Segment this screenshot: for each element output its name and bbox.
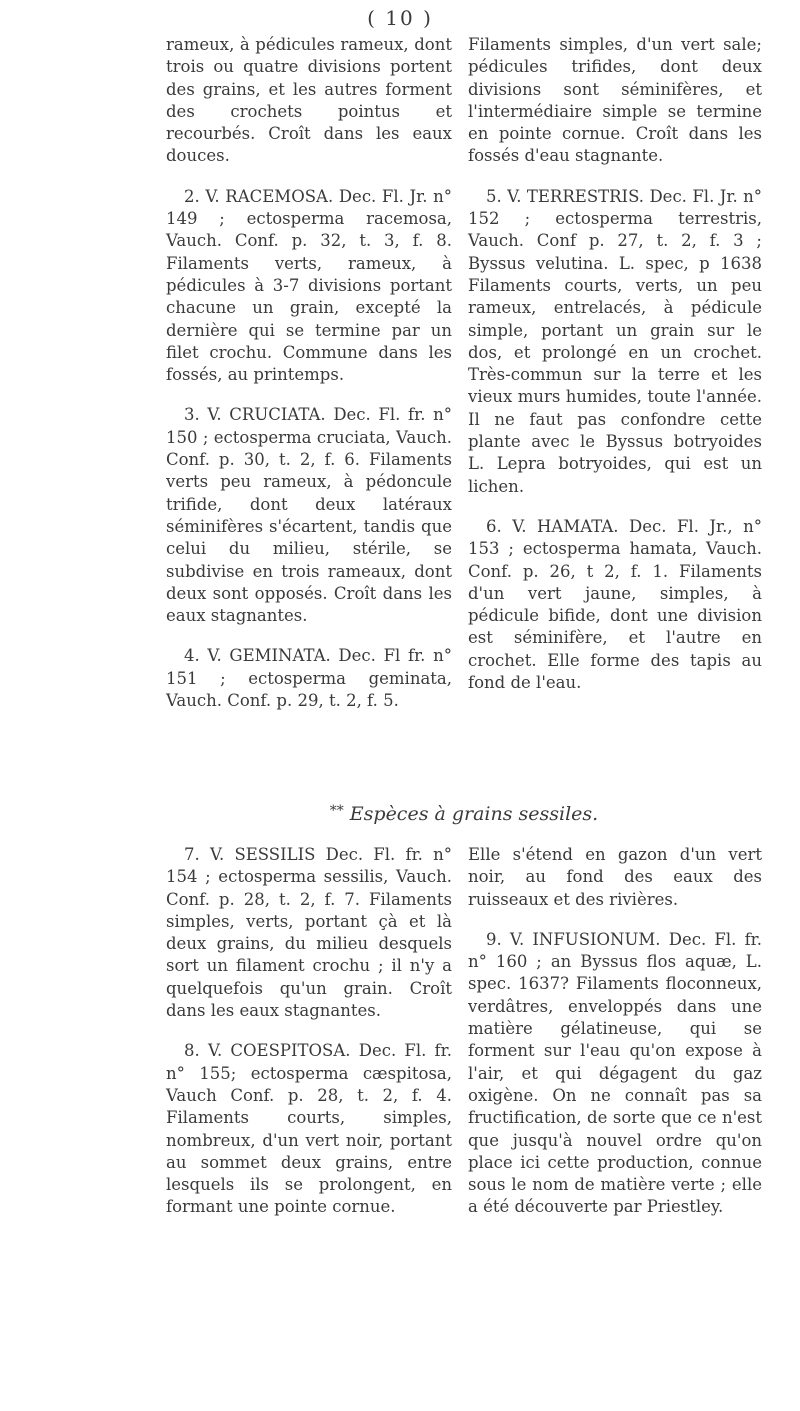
column-left-top	[166, 34, 452, 712]
paragraph-geminata-description: Filaments simples, d'un vert sale; pédicules trifides, dont deux divisions sont séminifères, et l'intermédiaire simple se termine en pointe cornue. Croît dans les fossés d'eau stagnante.	[468, 35, 762, 166]
column-right-top	[468, 34, 762, 694]
entry-racemosa: 2. V. RACEMOSA. Dec. Fl. Jr. n° 149 ; ectosperma racemosa, Vauch. Conf. p. 32, t. 3, f. 8. Filaments verts, rameux, à pédicules à 3-7 divisions portant chacune un grain, excepté la dernière qui se termine par un filet crochu. Commune dans les fossés, au printemps.	[166, 186, 452, 385]
section-heading-stars: **	[329, 803, 344, 819]
page-number: ( 10 )	[367, 6, 433, 30]
column-left-bottom	[166, 844, 452, 1219]
section-heading	[166, 803, 762, 825]
paragraph-coespitosa-description: Elle s'étend en gazon d'un vert noir, au fond des eaux des ruisseaux et des rivières.	[468, 845, 762, 909]
entry-sessilis: 7. V. SESSILIS Dec. Fl. fr. n° 154 ; ectosperma sessilis, Vauch. Conf. p. 28, t. 2, f. 7. Filaments simples, verts, portant çà et là deux grains, du milieu desquels sort un filament crochu ; il n'y a quelquefois qu'un grain. Croît dans les eaux stagnantes.	[166, 845, 452, 1021]
section-heading-text: Espèces à grains sessiles.	[349, 803, 599, 825]
entry-hamata: 6. V. HAMATA. Dec. Fl. Jr., n° 153 ; ectosperma hamata, Vauch. Conf. p. 26, t 2, f. 1. Filaments d'un vert jaune, simples, à pédicule bifide, dont une division est séminifère, et l'autre en crochet. Elle forme des tapis au fond de l'eau.	[468, 516, 762, 693]
paragraph-continuation: rameux, à pédicules rameux, dont trois ou quatre divisions portent des grains, et les autres forment des crochets pointus et recourbés. Croît dans les eaux douces.	[166, 35, 452, 166]
entry-coespitosa: 8. V. COESPITOSA. Dec. Fl. fr. n° 155; ectosperma cæspitosa, Vauch Conf. p. 28, t. 2, f. 4. Filaments courts, simples, nombreux, d'un vert noir, portant au sommet deux grains, entre lesquels ils se prolongent, en formant une pointe cornue.	[166, 1041, 452, 1217]
entry-infusionum: 9. V. INFUSIONUM. Dec. Fl. fr. n° 160 ; an Byssus flos aquæ, L. spec. 1637? Filaments floconneux, verdâtres, enveloppés dans une matière gélatineuse, qui se forment sur l'eau qu'on expose à l'air, et qui dégagent du gaz oxigène. On ne connaît pas sa fructification, de sorte que ce n'est que jusqu'à nouvel ordre qu'on place ici cette production, connue sous le nom de matière verte ; elle a été découverte par Priestley.	[468, 929, 762, 1217]
entry-terrestris: 5. V. TERRESTRIS. Dec. Fl. Jr. n° 152 ; ectosperma terrestris, Vauch. Conf p. 27, t. 2, f. 3 ; Byssus velutina. L. spec, p 1638 Filaments courts, verts, un peu rameux, entrelacés, à pédicule simple, portant un grain sur le dos, et prolongé en un crochet. Très-commun sur la terre et les vieux murs humides, toute l'année. Il ne faut pas confondre cette plante avec le Byssus botryoides L. Lepra botryoides, qui est un lichen.	[468, 186, 762, 496]
entry-geminata: 4. V. GEMINATA. Dec. Fl fr. n° 151 ; ectosperma geminata, Vauch. Conf. p. 29, t. 2, f. 5.	[166, 646, 452, 711]
entry-cruciata: 3. V. CRUCIATA. Dec. Fl. fr. n° 150 ; ectosperma cruciata, Vauch. Conf. p. 30, t. 2, f. 6. Filaments verts peu rameux, à pédoncule trifide, dont deux latéraux séminifères s'écartent, tandis que celui du milieu, stérile, se subdivise en trois rameaux, dont deux sont opposés. Croît dans les eaux stagnantes.	[166, 405, 452, 626]
column-right-bottom	[468, 844, 762, 1219]
